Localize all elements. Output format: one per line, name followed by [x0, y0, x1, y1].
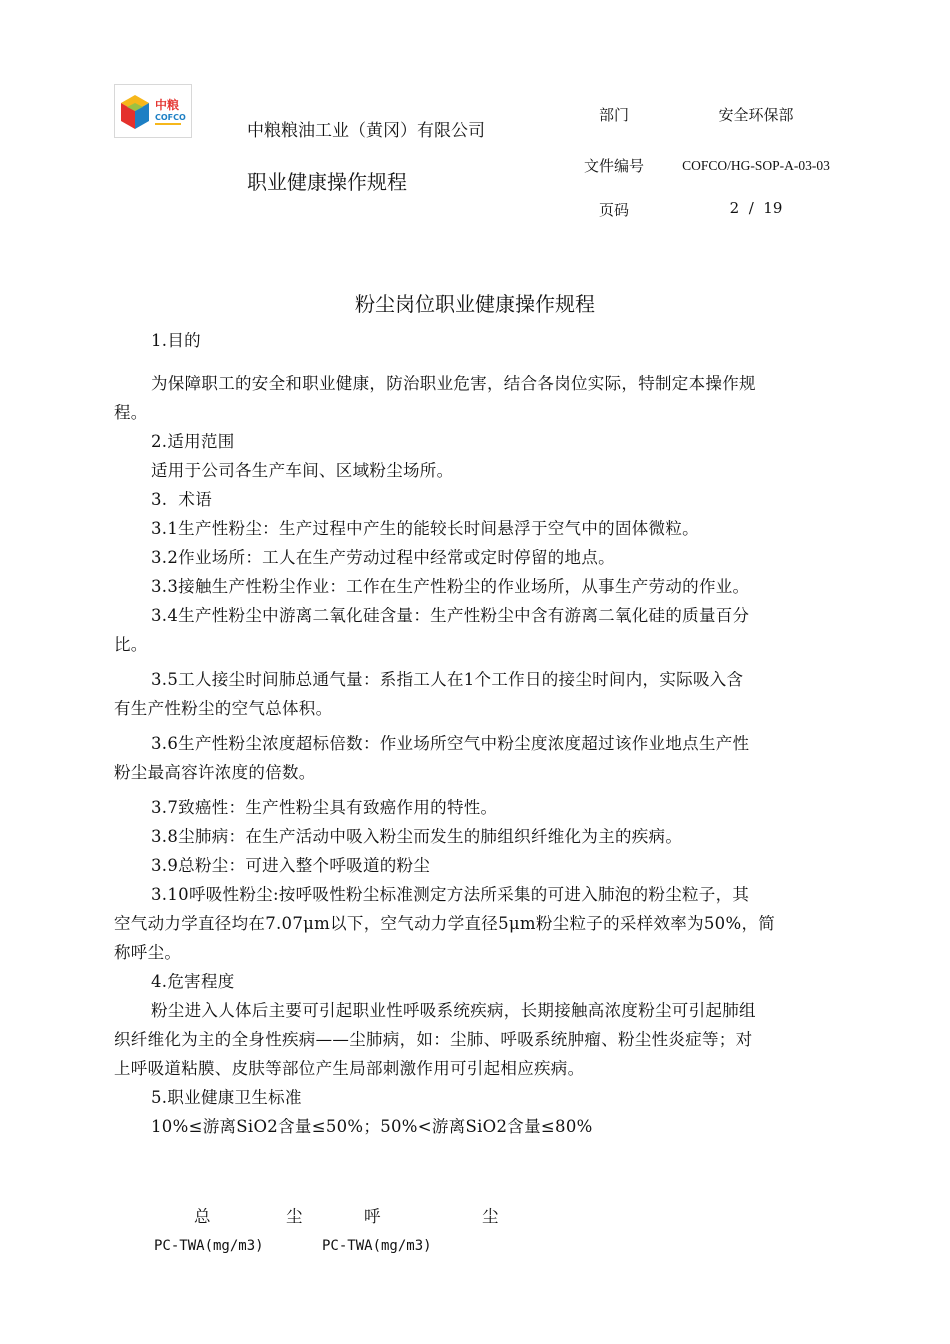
document-type: 职业健康操作规程 [247, 170, 407, 194]
page-label: 页码 [599, 201, 630, 219]
term-3-4-line-1: 3.4生产性粉尘中游离二氧化硅含量：生产性粉尘中含有游离二氧化硅的质量百分 [151, 606, 750, 625]
logo-en-text: COFCO [155, 113, 186, 122]
file-number-value: COFCO/HG-SOP-A-03-03 [682, 158, 830, 173]
section-1-para-line-2: 程。 [114, 403, 148, 422]
section-3-heading: 3. 术语 [151, 490, 213, 509]
term-3-5-line-1: 3.5工人接尘时间肺总通气量：系指工人在1个工作日的接尘时间内，实际吸入含 [151, 670, 744, 689]
term-3-6-line-1: 3.6生产性粉尘浓度超标倍数：作业场所空气中粉尘度浓度超过该作业地点生产性 [151, 734, 750, 753]
dept-value: 安全环保部 [718, 106, 794, 124]
section-4-heading: 4.危害程度 [151, 972, 235, 991]
section-4-line-2: 织纤维化为主的全身性疾病——尘肺病，如：尘肺、呼吸系统肿瘤、粉尘性炎症等；对 [114, 1030, 753, 1049]
term-3-4-line-2: 比。 [114, 635, 148, 654]
pc-twa-total: PC-TWA(mg/m3) [154, 1238, 264, 1254]
document-body [114, 326, 842, 1141]
term-3-3: 3.3接触生产性粉尘作业：工作在生产性粉尘的作业场所，从事生产劳动的作业。 [151, 577, 750, 596]
section-4-line-3: 上呼吸道粘膜、皮肤等部位产生局部刺激作用可引起相应疾病。 [114, 1059, 585, 1078]
term-3-1: 3.1生产性粉尘：生产过程中产生的能较长时间悬浮于空气中的固体微粒。 [151, 519, 699, 538]
pc-twa-respirable: PC-TWA(mg/m3) [322, 1238, 432, 1254]
term-3-10-line-3: 称呼尘。 [114, 943, 182, 962]
section-1-para-line-1: 为保障职工的安全和职业健康，防治职业危害，结合各岗位实际，特制定本操作规 [151, 374, 756, 393]
col-head-dust-2: 尘 [482, 1207, 499, 1226]
term-3-5-line-2: 有生产性粉尘的空气总体积。 [114, 699, 333, 718]
section-2-heading: 2.适用范围 [151, 432, 235, 451]
page-value: 2 / 19 [729, 199, 783, 217]
dept-label: 部门 [599, 106, 630, 124]
section-5-heading: 5.职业健康卫生标准 [151, 1088, 302, 1107]
section-1-heading: 1.目的 [151, 331, 201, 350]
term-3-7: 3.7致癌性：生产性粉尘具有致癌作用的特性。 [151, 798, 498, 817]
cofco-logo [114, 84, 192, 138]
term-3-2: 3.2作业场所：工人在生产劳动过程中经常或定时停留的地点。 [151, 548, 615, 567]
page-title: 粉尘岗位职业健康操作规程 [355, 292, 595, 316]
term-3-9: 3.9总粉尘：可进入整个呼吸道的粉尘 [151, 856, 431, 875]
term-3-8: 3.8尘肺病：在生产活动中吸入粉尘而发生的肺组织纤维化为主的疾病。 [151, 827, 683, 846]
silica-range: 10%≤游离SiO2含量≤50%；50%<游离SiO2含量≤80% [151, 1117, 593, 1136]
col-head-breath: 呼 [364, 1207, 381, 1226]
term-3-6-line-2: 粉尘最高容许浓度的倍数。 [114, 763, 316, 782]
file-number-label: 文件编号 [584, 157, 645, 175]
section-2-para: 适用于公司各生产车间、区域粉尘场所。 [151, 461, 454, 480]
term-3-10-line-2: 空气动力学直径均在7.07μm以下，空气动力学直径5μm粉尘粒子的采样效率为50%，简 [114, 914, 776, 933]
col-head-dust-1: 尘 [286, 1207, 303, 1226]
company-name: 中粮粮油工业（黄冈）有限公司 [247, 121, 485, 141]
col-head-total: 总 [194, 1207, 211, 1226]
section-4-line-1: 粉尘进入人体后主要可引起职业性呼吸系统疾病，长期接触高浓度粉尘可引起肺组 [151, 1001, 756, 1020]
term-3-10-line-1: 3.10呼吸性粉尘:按呼吸性粉尘标准测定方法所采集的可进入肺泡的粉尘粒子，其 [151, 885, 750, 904]
logo-cn-text: 中粮 [155, 98, 180, 112]
